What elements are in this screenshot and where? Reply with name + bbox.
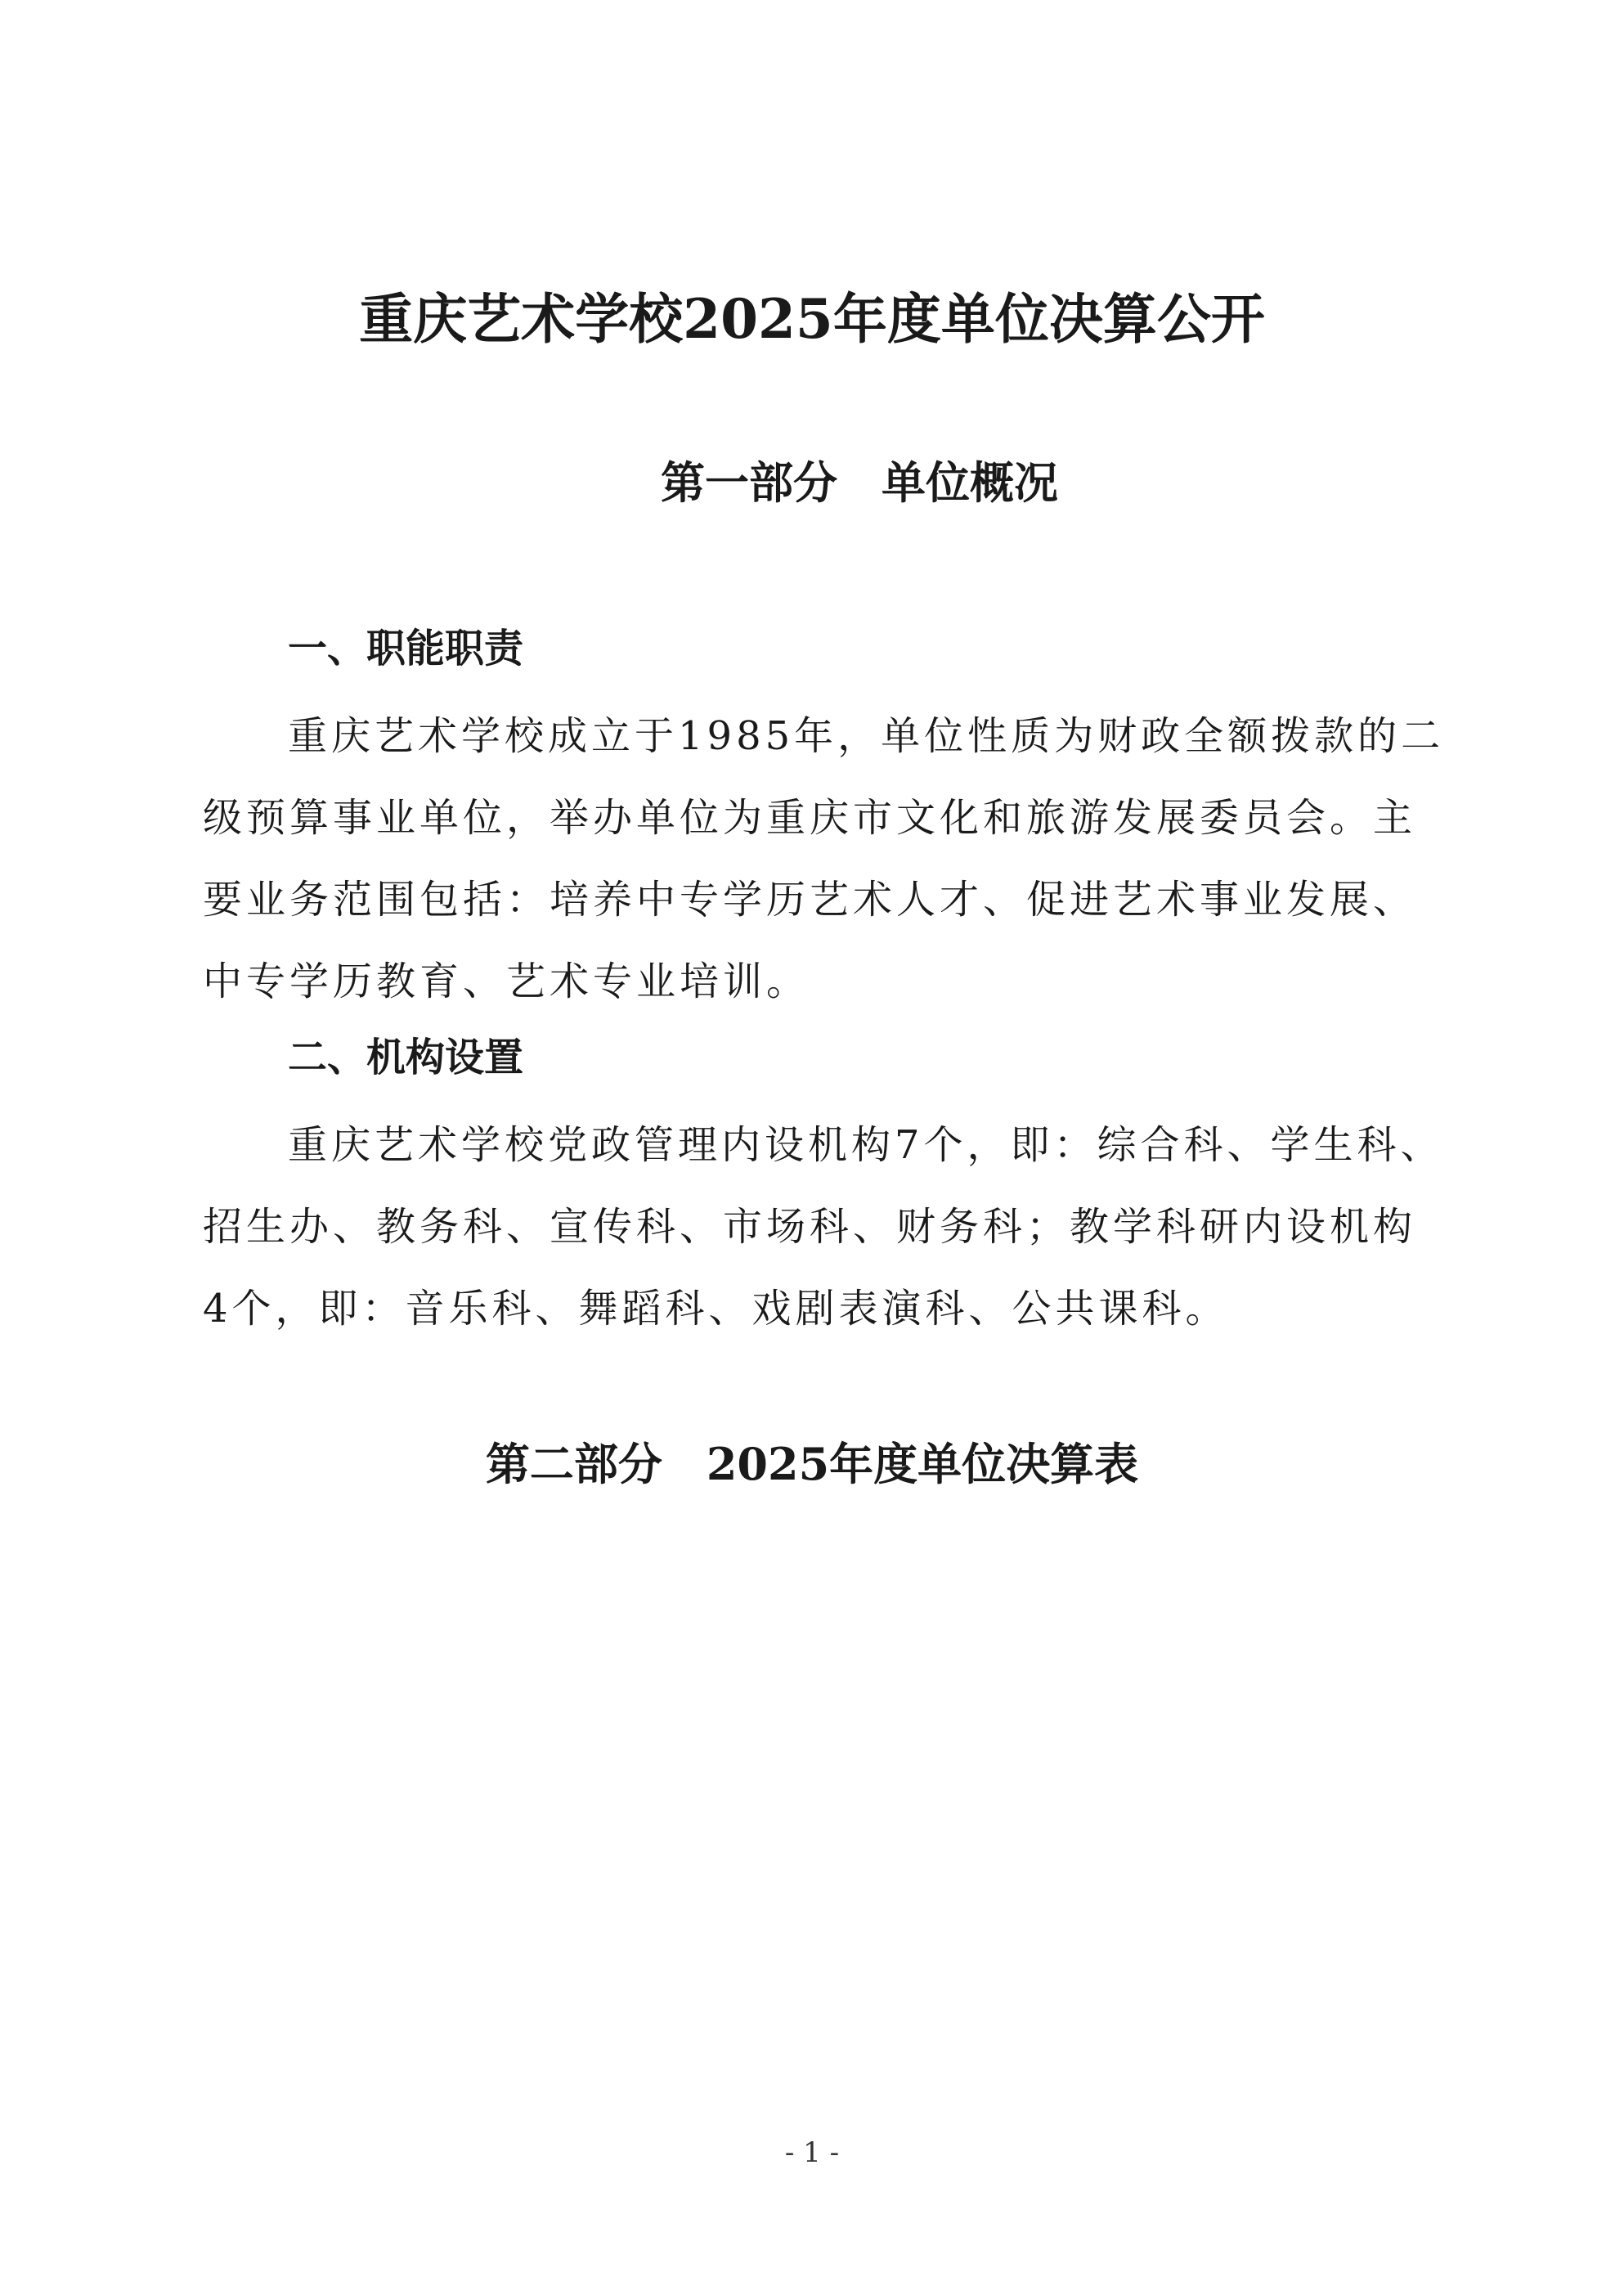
section-heading-functions: 一、职能职责 [288, 626, 524, 671]
paragraph-line: 4个，即：音乐科、舞蹈科、戏剧表演科、公共课科。 [203, 1286, 1229, 1332]
paragraph-functions [203, 695, 1445, 1022]
section-heading-organization: 二、机构设置 [288, 1035, 524, 1080]
paragraph-organization [203, 1104, 1444, 1350]
paragraph-line: 要业务范围包括：培养中专学历艺术人才、促进艺术事业发展、 [203, 877, 1417, 923]
part-two-title: 第二部分 2025年度单位决算表 [485, 1438, 1139, 1490]
paragraph-line: 重庆艺术学校成立于1985年，单位性质为财政全额拨款的二 [288, 713, 1445, 759]
paragraph-line: 级预算事业单位，举办单位为重庆市文化和旅游发展委员会。主 [203, 795, 1417, 841]
paragraph-line: 中专学历教育、艺术专业培训。 [203, 959, 810, 1004]
part-one-title: 第一部分 单位概况 [661, 456, 1058, 509]
document-title: 重庆艺术学校2025年度单位决算公开 [359, 287, 1265, 351]
paragraph-line: 重庆艺术学校党政管理内设机构7个，即：综合科、学生科、 [288, 1122, 1444, 1168]
page-number: - 1 - [784, 2136, 840, 2169]
paragraph-line: 招生办、教务科、宣传科、市场科、财务科；教学科研内设机构 [203, 1204, 1417, 1250]
